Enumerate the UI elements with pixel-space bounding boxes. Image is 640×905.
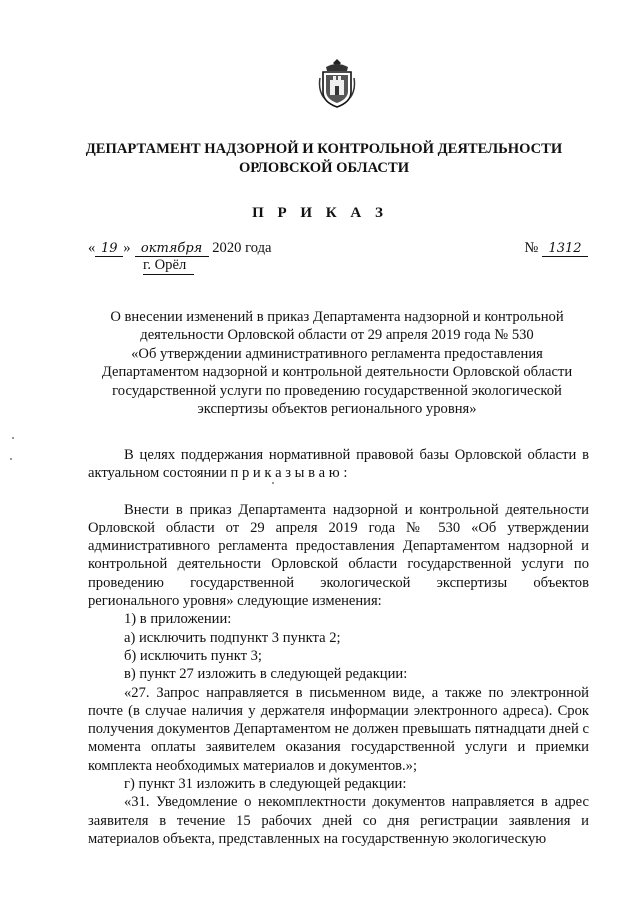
list-item: а) исключить подпункт 3 пункта 2; [124,629,341,646]
list-item: б) исключить пункт 3; [124,647,262,664]
city: г. Орёл [143,257,194,275]
org-name-line2: ОРЛОВСКОЙ ОБЛАСТИ [238,160,410,176]
date-day: 19 [95,242,123,257]
subject-line: О внесении изменений в приказ Департамента надзорной и контрольной [110,309,564,325]
date-close-quote: » [123,240,131,256]
order-number [524,240,588,257]
order-date [88,240,272,257]
order-subject [96,308,578,418]
date-month: октября [135,242,209,257]
list-item: г) пункт 31 изложить в следующей редакции: [124,776,407,793]
subject-line: «Об утверждении административного регламента предоставления [131,345,543,362]
order-body [88,446,589,848]
scan-speck [10,458,12,460]
quoted-paragraph: «31. Уведомление о некомплектности документов направляется в адрес заявителя в течение 15 рабочих дней со дня регистрации заявления и материалов объекта, представленных на государственную экологическую [88,794,589,847]
subject-line: экспертизы объектов регионального уровня» [197,401,477,418]
org-name-line1: ДЕПАРТАМЕНТ НАДЗОРНОЙ И КОНТРОЛЬНОЙ ДЕЯТЕЛЬНОСТИ [85,141,563,157]
document-type: П Р И К А З [252,205,388,221]
preamble-paragraph: В целях поддержания нормативной правовой базы Орловской области в актуальном состоянии п р и к а з ы в а ю : [88,447,589,482]
subject-line: государственной услуги по проведению государственной экологической [112,382,562,399]
subject-line: деятельности Орловской области от 29 апреля 2019 года № 530 [140,327,534,344]
list-item: 1) в приложении: [124,611,232,628]
scan-speck [12,437,14,439]
quoted-paragraph: «27. Запрос направляется в письменном виде, а также по электронной почте (в случае наличия у держателя информации электронного адреса). Срок получения документов Департаментом не должен превышать пятнадцати дней с момента оплаты заявителем оказания государственной услуги и приемки комплекта необходимых материалов и документов.»; [88,684,589,774]
organization-name [60,140,588,178]
date-year: 2020 года [212,240,272,256]
list-item: в) пункт 27 изложить в следующей редакции: [124,666,408,683]
coat-of-arms-icon [318,58,356,108]
subject-line: Департаментом надзорной и контрольной деятельности Орловской области [101,364,573,381]
scan-speck [272,482,274,484]
main-paragraph: Внести в приказ Департамента надзорной и контрольной деятельности Орловской области от 29 апреля 2019 года № 530 «Об утверждении административного регламента предоставления Департаментом надзорной и контрольной деятельности Орловской области государственной услуги по проведению государственной экологической экспертизы объектов регионального уровня» следующие изменения: [88,501,589,610]
number-label: № [524,240,539,256]
number-value: 1312 [542,242,588,257]
date-open-quote: « [88,240,96,256]
